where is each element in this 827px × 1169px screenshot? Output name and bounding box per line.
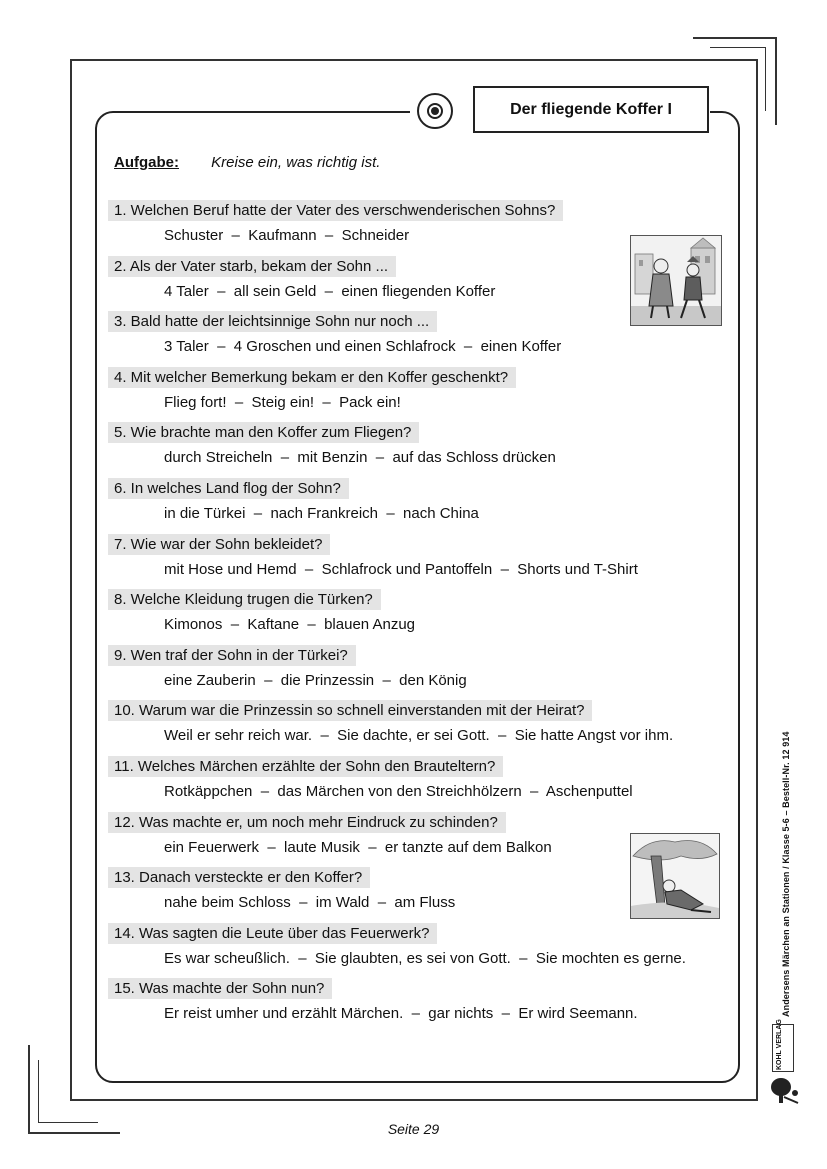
question-text: 8. Welche Kleidung trugen die Türken? bbox=[108, 589, 381, 610]
illustration-walking-figures bbox=[631, 236, 721, 325]
question-text: 9. Wen traf der Sohn in der Türkei? bbox=[108, 645, 356, 666]
answer-options[interactable]: Kimonos – Kaftane – blauen Anzug bbox=[164, 616, 416, 634]
publisher-tree-icon bbox=[768, 1075, 802, 1105]
answer-options[interactable]: durch Streicheln – mit Benzin – auf das Schloss drücken bbox=[164, 449, 556, 467]
publisher-logo-text: KOHL VERLAG bbox=[776, 1019, 783, 1070]
question-item bbox=[108, 921, 728, 977]
question-text: 11. Welches Märchen erzählte der Sohn den Brauteltern? bbox=[108, 756, 503, 777]
question-item bbox=[108, 643, 728, 699]
answer-options[interactable]: ein Feuerwerk – laute Musik – er tanzte auf dem Balkon bbox=[164, 838, 552, 856]
question-text: 12. Was machte er, um noch mehr Eindruck zu schinden? bbox=[108, 812, 506, 833]
answer-options[interactable]: 3 Taler – 4 Groschen und einen Schlafrock – einen Koffer bbox=[164, 338, 562, 356]
question-item bbox=[108, 476, 728, 532]
worksheet-title: Der fliegende Koffer I bbox=[473, 86, 709, 133]
question-item bbox=[108, 976, 728, 1032]
question-text: 10. Warum war die Prinzessin so schnell einverstanden mit der Heirat? bbox=[108, 700, 592, 721]
answer-options[interactable]: in die Türkei – nach Frankreich – nach China bbox=[164, 504, 479, 522]
answer-options[interactable]: Weil er sehr reich war. – Sie dachte, er sei Gott. – Sie hatte Angst vor ihm. bbox=[164, 727, 674, 745]
corner-line-bottom-v2 bbox=[38, 1060, 39, 1122]
question-text: 14. Was sagten die Leute über das Feuerwerk? bbox=[108, 923, 437, 944]
question-text: 5. Wie brachte man den Koffer zum Fliegen? bbox=[108, 422, 419, 443]
answer-options[interactable]: Er reist umher und erzählt Märchen. – gar nichts – Er wird Seemann. bbox=[164, 1005, 638, 1023]
corner-line-top-v bbox=[775, 37, 777, 125]
illustration-tree-scene bbox=[631, 834, 719, 918]
question-item bbox=[108, 532, 728, 588]
corner-line-top-h2 bbox=[710, 47, 766, 48]
question-text: 7. Wie war der Sohn bekleidet? bbox=[108, 534, 330, 555]
page-number: Seite 29 bbox=[387, 1121, 440, 1137]
task-text: Kreise ein, was richtig ist. bbox=[211, 154, 381, 171]
question-text: 15. Was machte der Sohn nun? bbox=[108, 978, 332, 999]
answer-options[interactable]: Schuster – Kaufmann – Schneider bbox=[164, 227, 410, 244]
task-instruction bbox=[114, 154, 380, 171]
question-item bbox=[108, 420, 728, 476]
corner-line-top-v2 bbox=[765, 47, 766, 111]
answer-options[interactable]: Es war scheußlich. – Sie glaubten, es sei von Gott. – Sie mochten es gerne. bbox=[164, 949, 686, 967]
answer-options[interactable]: nahe beim Schloss – im Wald – am Fluss bbox=[164, 894, 456, 912]
target-icon bbox=[417, 93, 453, 129]
target-icon-dot bbox=[431, 107, 439, 115]
answer-options[interactable]: Rotkäppchen – das Märchen von den Streichhölzern – Aschenputtel bbox=[164, 782, 633, 800]
answer-options[interactable]: 4 Taler – all sein Geld – einen fliegenden Koffer bbox=[164, 282, 496, 300]
question-text: 3. Bald hatte der leichtsinnige Sohn nur noch ... bbox=[108, 311, 437, 332]
publisher-logo bbox=[772, 1019, 794, 1072]
answer-options[interactable]: eine Zauberin – die Prinzessin – den König bbox=[164, 671, 467, 689]
question-text: 13. Danach versteckte er den Koffer? bbox=[108, 867, 370, 888]
question-item bbox=[108, 365, 728, 421]
answer-options[interactable]: Flieg fort! – Steig ein! – Pack ein! bbox=[164, 393, 401, 411]
question-item bbox=[108, 698, 728, 754]
question-item bbox=[108, 754, 728, 810]
side-reference-text: Andersens Märchen an Stationen / Klasse 5-6 – Bestell-Nr. 12 914 bbox=[781, 731, 791, 1017]
question-text: 6. In welches Land flog der Sohn? bbox=[108, 478, 349, 499]
illustration-father-and-son bbox=[630, 235, 722, 326]
illustration-son-under-tree bbox=[630, 833, 720, 919]
question-text: 2. Als der Vater starb, bekam der Sohn ... bbox=[108, 256, 396, 277]
question-text: 4. Mit welcher Bemerkung bekam er den Koffer geschenkt? bbox=[108, 367, 516, 388]
question-item bbox=[108, 587, 728, 643]
corner-line-top-h bbox=[693, 37, 777, 39]
task-label: Aufgabe: bbox=[114, 154, 179, 171]
question-text: 1. Welchen Beruf hatte der Vater des verschwenderischen Sohns? bbox=[108, 200, 563, 221]
answer-options[interactable]: mit Hose und Hemd – Schlafrock und Pantoffeln – Shorts und T-Shirt bbox=[164, 560, 638, 578]
